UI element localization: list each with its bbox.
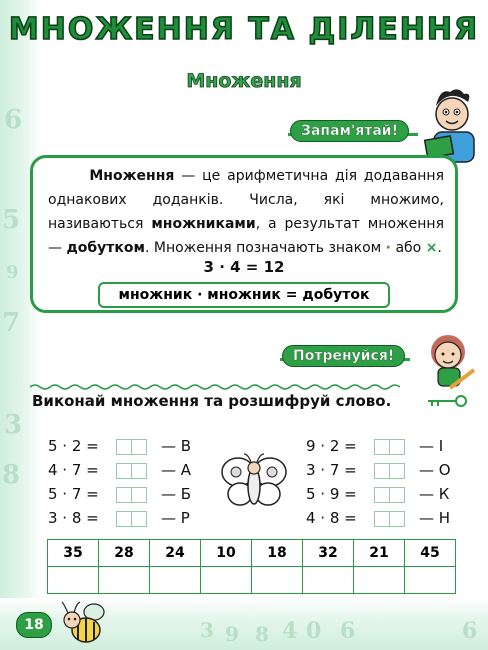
deco-digit: 8 (255, 622, 269, 646)
factors-term: множниками (151, 216, 256, 232)
deco-digit: 9 (6, 262, 19, 283)
deco-digit: 8 (2, 460, 21, 490)
equation-letter: — А (161, 461, 192, 479)
equation-row (48, 484, 191, 504)
deco-digit: 7 (2, 308, 21, 338)
letter-cell[interactable] (99, 567, 150, 594)
decode-number: 45 (405, 540, 456, 567)
page-title: МНОЖЕННЯ ТА ДІЛЕННЯ (8, 12, 480, 47)
deco-digit: 3 (200, 618, 214, 642)
equation-lhs: 4 · 8 = (306, 509, 357, 527)
dot-sign: · (385, 240, 391, 256)
decode-number: 32 (303, 540, 354, 567)
bee-illustration (58, 598, 114, 648)
equation-letter: — І (419, 437, 444, 455)
answer-cell[interactable] (132, 463, 147, 479)
rule-part1: — це арифметична дія додавання однакових доданків. Числа, які множимо, називаються (48, 168, 444, 232)
deco-digit: 6 (462, 618, 478, 644)
deco-digit: 4 (282, 618, 298, 644)
deco-digit: 6 (4, 105, 23, 135)
deco-digit: 9 (225, 622, 239, 646)
practice-tag: Потренуйся! (282, 345, 405, 367)
deco-digit: 6 (340, 618, 356, 644)
deco-digit: 5 (2, 205, 21, 235)
answer-cell[interactable] (374, 511, 390, 527)
answer-cell[interactable] (116, 463, 132, 479)
decode-number: 35 (48, 540, 99, 567)
equation-row (306, 508, 450, 528)
decode-numbers-row (48, 540, 456, 567)
rule-text (48, 164, 444, 260)
letter-cell[interactable] (252, 567, 303, 594)
equation-row (306, 436, 443, 456)
equation-lhs: 5 · 9 = (306, 485, 357, 503)
answer-cell[interactable] (390, 463, 405, 479)
equation-lhs: 9 · 2 = (306, 437, 357, 455)
equation-letter: — Н (419, 509, 451, 527)
answer-cell[interactable] (116, 487, 132, 503)
answer-cell[interactable] (132, 487, 147, 503)
key-icon (428, 394, 468, 408)
equation-lhs: 3 · 8 = (48, 509, 99, 527)
answer-cell[interactable] (390, 511, 405, 527)
equation-row (48, 508, 190, 528)
decode-table (47, 539, 456, 594)
equation-lhs: 4 · 7 = (48, 461, 99, 479)
answer-cell[interactable] (374, 439, 390, 455)
cross-sign: × (425, 240, 438, 256)
answer-cell[interactable] (132, 439, 147, 455)
equation-lhs: 5 · 2 = (48, 437, 99, 455)
equation-letter: — В (161, 437, 192, 455)
letter-cell[interactable] (405, 567, 456, 594)
rule-part4: або (391, 240, 426, 256)
answer-cell[interactable] (116, 511, 132, 527)
letter-cell[interactable] (150, 567, 201, 594)
rule-part3: . Множення позначають знаком (144, 240, 386, 256)
girl-with-pencil-illustration (420, 330, 478, 390)
decode-number: 21 (354, 540, 405, 567)
equation-letter: — Б (161, 485, 192, 503)
section-subtitle: Множення (186, 70, 302, 92)
deco-digit: 3 (4, 410, 23, 440)
equation-row (48, 436, 191, 456)
answer-cell[interactable] (374, 463, 390, 479)
deco-digit: 0 (306, 618, 322, 644)
equation-row (306, 460, 451, 480)
equation-row (48, 460, 191, 480)
butterfly-illustration (220, 452, 288, 512)
equation-lhs: 5 · 7 = (48, 485, 99, 503)
letter-cell[interactable] (201, 567, 252, 594)
answer-cell[interactable] (116, 439, 132, 455)
remember-tag: Запам'ятай! (290, 120, 409, 142)
answer-cell[interactable] (374, 487, 390, 503)
page-number: 18 (16, 612, 52, 638)
decode-number: 24 (150, 540, 201, 567)
product-term: добутком (66, 240, 145, 256)
equation-letter: — О (419, 461, 451, 479)
rule-part5: . (437, 240, 442, 256)
equation-letter: — К (419, 485, 450, 503)
formula-box: множник · множник = добуток (98, 282, 390, 308)
example-equation: 3 · 4 = 12 (203, 258, 285, 276)
decode-number: 18 (252, 540, 303, 567)
letter-cell[interactable] (303, 567, 354, 594)
letter-cell[interactable] (48, 567, 99, 594)
decode-letters-row (48, 567, 456, 594)
answer-cell[interactable] (390, 487, 405, 503)
rule-term: Множення (89, 168, 175, 184)
answer-cell[interactable] (132, 511, 147, 527)
equation-lhs: 3 · 7 = (306, 461, 357, 479)
answer-cell[interactable] (390, 439, 405, 455)
wavy-divider (30, 383, 400, 391)
equation-row (306, 484, 449, 504)
task-instruction: Виконай множення та розшифруй слово. (32, 392, 392, 410)
rule-part2: , а результат множення — (48, 216, 444, 256)
decode-number: 28 (99, 540, 150, 567)
equation-letter: — Р (161, 509, 190, 527)
letter-cell[interactable] (354, 567, 405, 594)
decode-number: 10 (201, 540, 252, 567)
